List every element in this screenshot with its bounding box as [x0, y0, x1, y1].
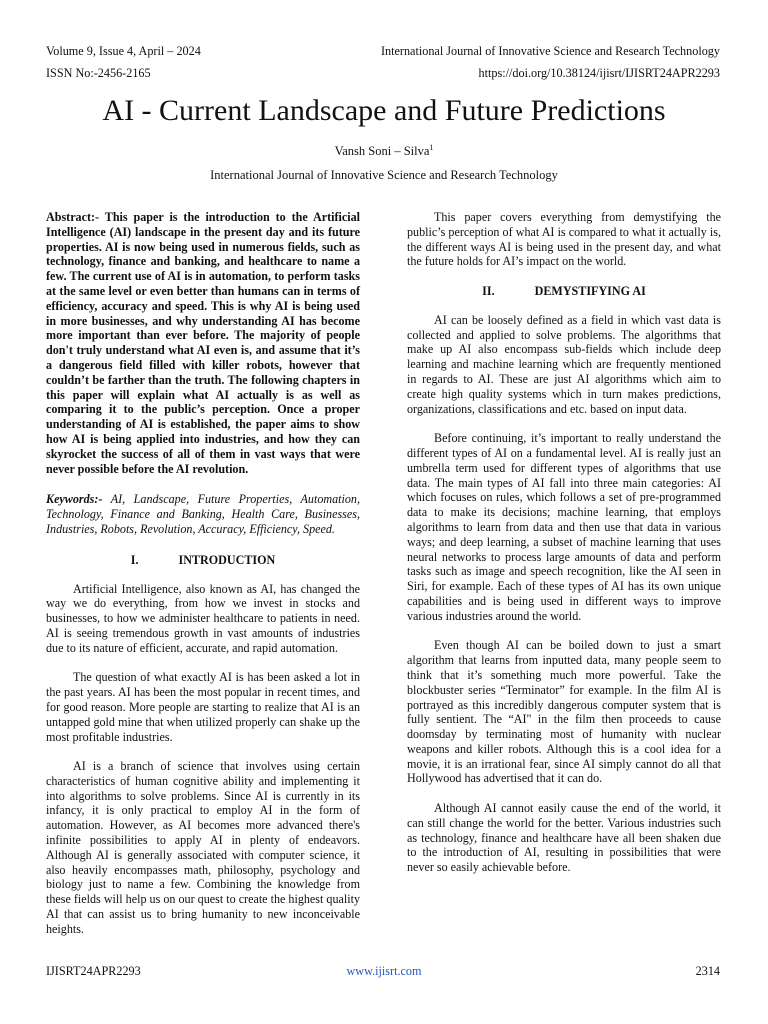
header-issn: ISSN No:-2456-2165 — [46, 66, 151, 80]
section-title: DEMYSTIFYING AI — [534, 283, 646, 298]
footer-website-link[interactable]: www.ijisrt.com — [346, 964, 422, 978]
author-superscript: 1 — [429, 143, 434, 152]
paragraph: The question of what exactly AI is has been asked a lot in the past years. AI has been the most popular in recent times, and for good reason. More people are starting to realize that AI is an untapped gold mine that when utilized properly can shake up the most profitable industries. — [46, 670, 360, 744]
header-volume: Volume 9, Issue 4, April – 2024 — [46, 44, 201, 58]
paragraph: This paper covers everything from demystifying the public’s perception of what AI is compared to what it actually is, the different ways AI is being used in the present day, and what the future holds for AI’s impact on the world. — [407, 210, 721, 269]
section-number: II. — [482, 283, 495, 298]
header-journal: International Journal of Innovative Science and Research Technology — [380, 44, 720, 58]
keywords-list: AI, Landscape, Future Properties, Automation, Technology, Finance and Banking, Health Care, Businesses, Industries, Robots, Revolution, Accuracy, Efficiency, Speed. — [46, 492, 360, 536]
paragraph: AI is a branch of science that involves using certain characteristics of human cognitive ability and implementing it into algorithms to solve problems. Since AI is currently in its infancy, it is only practical to employ AI in the form of automation. However, as AI becomes more advanced there's infinite possibilities to apply AI in plenty of endeavors. Although AI is generally associated with computer science, it also heavily encompasses math, philosophy, psychology and biology just to name a few. Combining the knowledge from these fields will help us on our quest to create the highest quality AI that can assist us to bring humanity to new inconceivable heights. — [46, 759, 360, 936]
keywords — [46, 492, 360, 536]
footer-paper-id: IJISRT24APR2293 — [46, 964, 141, 978]
paragraph: Even though AI can be boiled down to just a smart algorithm that learns from inputted data, many people seem to think that it’s something much more powerful. Take the blockbuster series “Terminator” for example. In the film AI is portrayed as this incredibly dangerous computer system that is fully sentient. The “AI" in the film then proceeds to cause doomsday by terminating most of humanity with nuclear weapons and killer robots. Although this is a cool idea for a movie, it is an irrational fear, since AI simply cannot do all that Hollywood has advertised that it can do. — [407, 638, 721, 786]
section-heading-introduction — [46, 553, 360, 568]
section-title: INTRODUCTION — [178, 552, 276, 567]
right-column — [407, 210, 721, 890]
keywords-label: Keywords:- — [46, 492, 103, 507]
paragraph: Artificial Intelligence, also known as AI, has changed the way we do everything, from how we invest in stocks and businesses, to how we administer healthcare to patients in need. AI is seeing tremendous growth in vast amounts of industries due to its nature of efficient, accurate, and rapid automation. — [46, 581, 360, 655]
section-number: I. — [130, 552, 139, 567]
affiliation: International Journal of Innovative Science and Research Technology — [210, 168, 558, 182]
author-line — [0, 140, 768, 159]
section-heading-demystifying — [407, 284, 721, 299]
header-doi-link[interactable]: https://doi.org/10.38124/ijisrt/IJISRT24APR2293 — [478, 66, 720, 80]
paragraph: Before continuing, it’s important to really understand the different types of AI on a fundamental level. AI is really just an umbrella term used for different types of algorithms that use data. The main types of AI fall into three main categories: AI which focuses on rules, which follows a set of pre-programmed data to make its decisions; machine learning, that employs algorithms to learn from data and then use that data in various ways; and deep learning, a subset of machine learning that uses neural networks to process large amounts of data and perform tasks such as image and speech recognition, like the AI seen in Siri, for example. Each of these types of AI has its own unique capabilities and is being used in different ways to improve various industries around the world. — [407, 431, 721, 623]
paper-title: AI - Current Landscape and Future Predictions — [102, 94, 666, 127]
paragraph: Although AI cannot easily cause the end of the world, it can still change the world for the better. Various industries such as technology, finance and healthcare have all been shaken due to the introduction of AI, resulting in possibilities that were never so easily achievable before. — [407, 801, 721, 875]
author-name: Vansh Soni – Silva — [334, 144, 430, 159]
footer-page-number: 2314 — [695, 964, 720, 978]
paragraph: AI can be loosely defined as a field in which vast data is collected and applied to solve problems. The algorithms that make up AI also encompass sub-fields which include deep learning and machine learning which are frequently mentioned in regards to AI. These are just AI algorithms which aim to create high quality systems which in turn makes predictions, organizations, classifications and etc. based on input data. — [407, 312, 721, 416]
left-column — [46, 210, 360, 951]
abstract: Abstract:- This paper is the introduction to the Artificial Intelligence (AI) landscape in the present day and its future properties. AI is now being used in numerous fields, such as technology, finance and banking, and healthcare to name a few. The current use of AI is in automation, to perform tasks at the same level or even better than humans can in terms of efficiency, accuracy and speed. This is why AI is being used in more businesses, and why understanding AI has become more important than ever before. The majority of people don't truly understand what AI even is, and assume that it’s a dangerous field filled with killer robots, however that couldn’t be farther than the truth. The following chapters in this paper will explain what AI actually is as well as comparing it to the public’s perception. Once a proper understanding of AI is established, the paper aims to show how AI is being applied into industries, and how they can skyrocket the success of all of them in vast ways that were never possible before the AI revolution. — [46, 210, 360, 476]
